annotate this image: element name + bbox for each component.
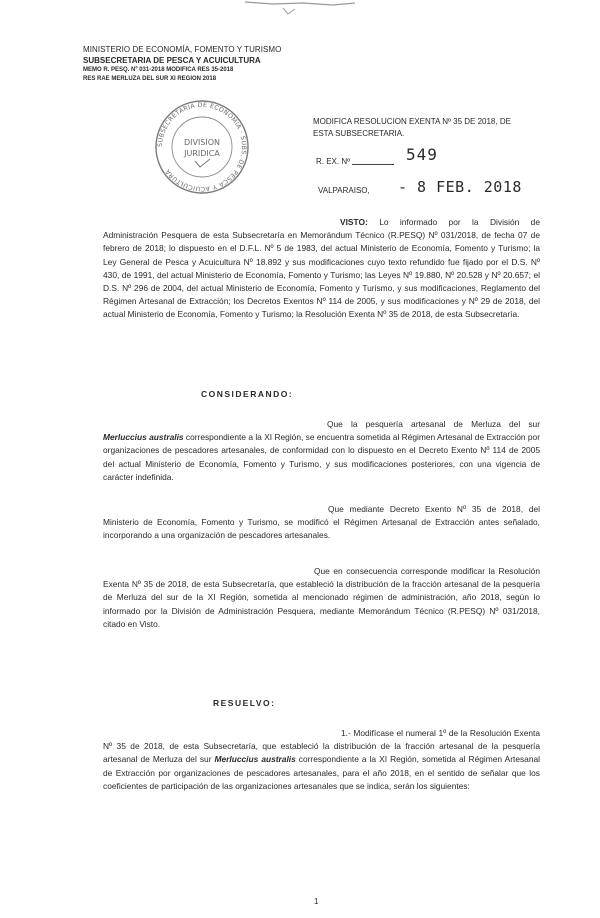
subsecretaria-name: SUBSECRETARIA DE PESCA Y ACUICULTURA: [83, 56, 261, 65]
resolution-subject: [313, 116, 563, 140]
resolution-date-stamp: - 8 FEB. 2018: [398, 178, 522, 196]
page-number: 1: [314, 897, 319, 906]
resolution-city: VALPARAISO,: [318, 186, 370, 195]
letterhead: [83, 45, 293, 84]
subject-line-2: ESTA SUBSECRETARIA.: [313, 129, 405, 138]
resolution-number-label: R. EX. Nº: [316, 157, 351, 166]
division-juridica-stamp: [140, 95, 265, 200]
subject-line-1: MODIFICA RESOLUCION EXENTA Nº 35 DE 2018, DE: [313, 117, 511, 126]
visto-text: Lo informado por la División de Administración Pesquera de esta Subsecretaría en Memorándum Técnico (R.PESQ) Nº 031/2018, de fecha 07 de febrero de 2018; lo dispuesto en el D.F.L. Nº 5 de 1983, del actual Ministerio de Economía, Fomento y Turismo; la Ley General de Pesca y Acuicultura Nº 18.892 y sus modificaciones cuyo texto refundido fue fijado por el D.S. Nº 430, de 1991, del actual Ministerio de Economía, Fomento y Turismo; las Leyes Nº 19.880, Nº 20.528 y Nº 20.657; el D.S. Nº 296 de 2004, del actual Ministerio de Economía, Fomento y Turismo, y sus modificaciones, Reglamento del Régimen Artesanal de Extracción; los Decretos Exentos Nº 114 de 2005, y sus modificaciones y Nº 29 de 2018, del actual Ministerio de Economía, Fomento y Turismo; la Resolución Exenta Nº 35 de 2018, de esta Subsecretaría.: [103, 217, 541, 320]
ministry-name: MINISTERIO DE ECONOMÍA, FOMENTO Y TURISMO: [83, 45, 282, 54]
stamp-ring-text: SUBSECRETARIA DE ECONOMIA · SUBS. DE PESCA Y ACUICULTURA: [156, 101, 248, 193]
considerando-paragraph-3: Que en consecuencia corresponde modificar la Resolución Exenta Nº 35 de 2018, de esta Subsecretaría, que estableció la distribución de la fracción artesanal de la pesquería de Merluza del sur de la XI Región, sometida al mencionado régimen de administración, año 2018, según lo informado por la División de Administración Pesquera, mediante Memorándum Técnico (R.PESQ) Nº 031/2018, citado en Visto.: [103, 566, 540, 629]
memo-reference: MEMO R. PESQ. Nº 031-2018 MODIFICA RES 35-2018: [83, 67, 234, 73]
species-name: Merluccius australis: [103, 432, 184, 443]
scan-artifact-mark: [243, 0, 358, 18]
resuelvo-paragraph-1: 1.- Modifícase el numeral 1º de la Resolución Exenta Nº 35 de 2018, de esta Subsecretaría, que estableció la distribución de la fracción artesanal de la pesquería artesanal de Merluza del sur Merluccius australis correspondiente a la XI Región, sometida al Régimen Artesanal de Extracción por organizaciones de pescadores artesanales, para el año 2018, en el sentido de señalar que los coeficientes de participación de las organizaciones artesanales que se indica, serán los siguientes:: [103, 728, 540, 791]
visto-label: VISTO:: [340, 217, 368, 227]
considerando-paragraph-2: Que mediante Decreto Exento Nº 35 de 2018, del Ministerio de Economía, Fomento y Turismo, se modificó el Régimen Artesanal de Extracción antes señalado, incorporando a una organización de pescadores artesanales.: [103, 504, 540, 541]
considerando-paragraph-1: Que la pesquería artesanal de Merluza del sur Merluccius australis correspondiente a la XI Región, se encuentra sometida al Régimen Artesanal de Extracción por organizaciones de pescadores artesanales, de conformidad con lo dispuesto en el Decreto Exento Nº 114 de 2005 del actual Ministerio de Economía, Fomento y Turismo, y sus modificaciones posteriores, con una vigencia de carácter indefinida.: [103, 419, 540, 482]
resolution-number: 549: [406, 145, 438, 164]
resolution-reference: RES RAE MERLUZA DEL SUR XI REGION 2018: [83, 76, 217, 82]
stamp-center-line2: JURIDICA: [184, 149, 220, 158]
stamp-center-line1: DIVISION: [183, 138, 221, 147]
resolution-number-underline: [352, 164, 394, 165]
considerando-heading: CONSIDERANDO:: [201, 389, 294, 399]
stamp-graphic: [140, 95, 265, 200]
resuelvo-heading: RESUELVO:: [213, 698, 276, 708]
species-name: Merluccius australis: [214, 754, 296, 765]
visto-paragraph: [103, 216, 540, 322]
